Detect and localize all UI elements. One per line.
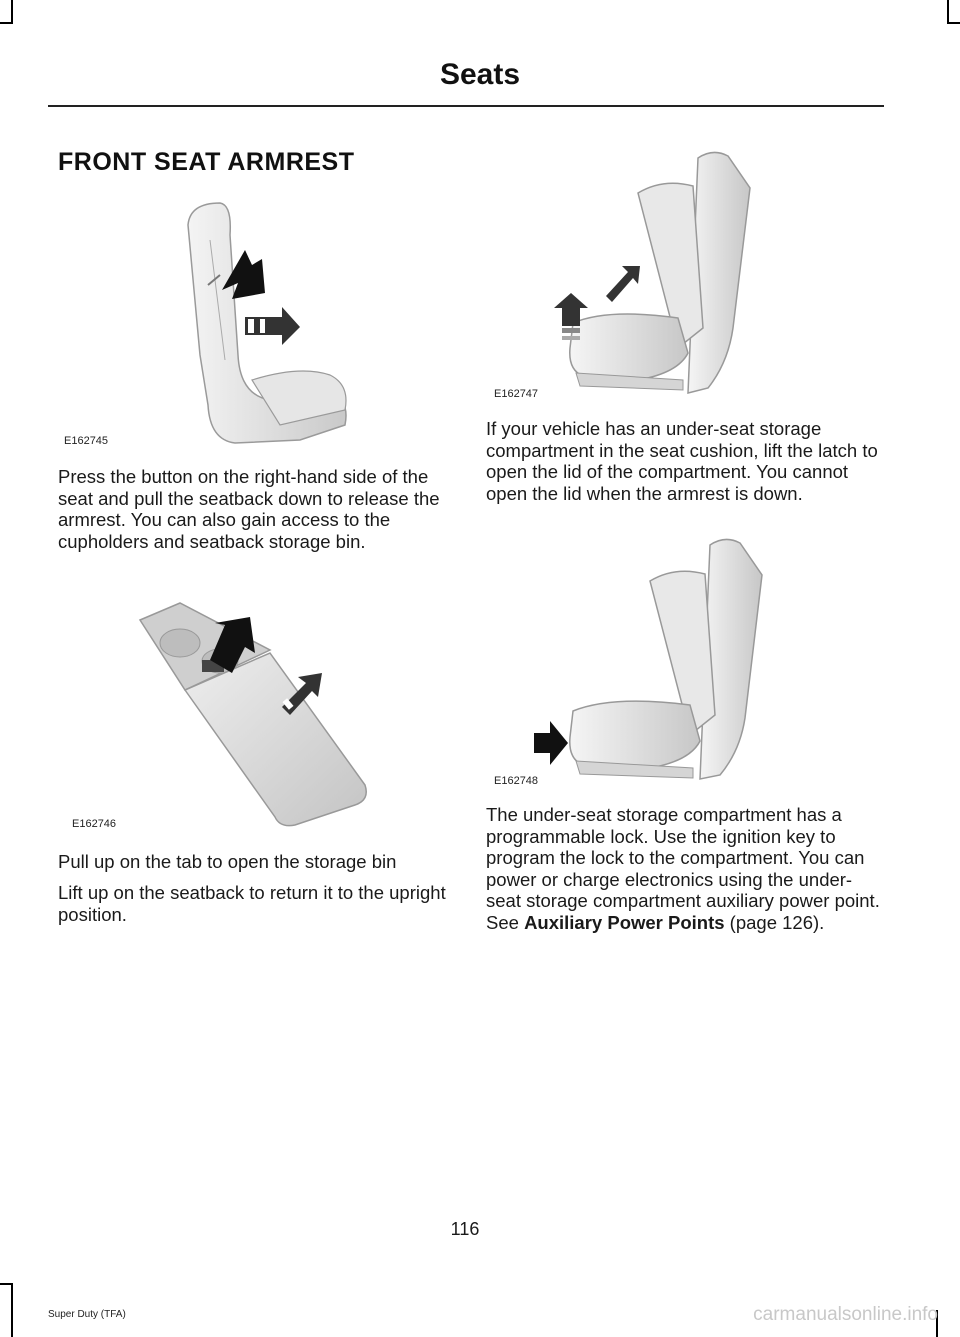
crop-mark xyxy=(947,0,949,22)
seat-illustration-1 xyxy=(60,195,440,450)
section-title: FRONT SEAT ARMREST xyxy=(58,148,355,176)
arrow-diagonal-icon xyxy=(606,266,640,302)
figure-underseat-latch xyxy=(488,148,878,408)
crop-mark xyxy=(0,1283,13,1285)
auxiliary-power-points-link[interactable]: Auxiliary Power Points xyxy=(524,911,725,933)
paragraph-open-bin: Pull up on the tab to open the storage bin xyxy=(58,851,397,872)
paragraph-armrest-release: Press the button on the right-hand side of the seat and pull the seatback down to release the armrest. You can also gain access to the cupholders and seatback storage bin. xyxy=(58,466,440,552)
crop-mark xyxy=(947,22,960,24)
crop-mark xyxy=(11,1283,13,1337)
crop-mark xyxy=(11,0,13,22)
figure-code: E162747 xyxy=(494,388,539,400)
seat-illustration-2 xyxy=(488,148,878,408)
watermark: carmanualsonline.info xyxy=(753,1304,938,1325)
paragraph-underseat-storage: If your vehicle has an under-seat storage compartment in the seat cushion, lift the latch to open the lid of the compartment. You cannot open the lid when the armrest is down. xyxy=(486,418,878,504)
page-number: 116 xyxy=(450,1219,480,1239)
seat-illustration-3 xyxy=(488,533,878,788)
crop-mark xyxy=(0,22,13,24)
figure-code: E162748 xyxy=(494,775,539,787)
figure-code: E162746 xyxy=(72,818,117,830)
page-reference: (page 126). xyxy=(724,911,825,933)
figure-storage-bin xyxy=(60,595,440,835)
paragraph-programmable-lock xyxy=(486,804,880,933)
figure-seatback-release xyxy=(60,195,440,450)
armrest-illustration xyxy=(60,595,440,835)
figure-underseat-lock xyxy=(488,533,878,788)
paragraph-return-seatback: Lift up on the seatback to return it to the upright position. xyxy=(58,882,446,925)
header-divider xyxy=(48,105,884,107)
lock-text: The under-seat storage compartment has a programmable lock. Use the ignition key to program the lock to the compartment. You can power or charge electronics using the under-seat storage compartment auxiliary power point. See xyxy=(486,804,880,933)
arrow-right-icon xyxy=(534,721,568,765)
figure-code: E162745 xyxy=(64,435,109,447)
page-header-title: Seats xyxy=(439,58,521,91)
footer-doc-label: Super Duty (TFA) xyxy=(48,1309,126,1320)
